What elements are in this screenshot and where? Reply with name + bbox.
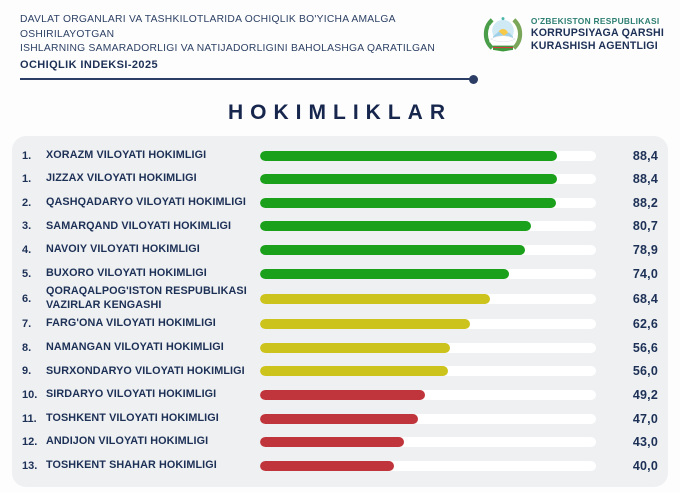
row-value: 78,9 bbox=[632, 243, 658, 257]
chart-row bbox=[22, 191, 658, 215]
row-value: 68,4 bbox=[632, 291, 658, 306]
row-label: XORAZM VILOYATI HOKIMLIGI bbox=[46, 148, 207, 161]
chart-row bbox=[22, 312, 658, 336]
row-label: NAVOIY VILOYATI HOKIMLIGI bbox=[46, 243, 200, 256]
page-title: HOKIMLIKLAR bbox=[228, 100, 452, 124]
row-rank: 2. bbox=[22, 196, 32, 209]
agency-name-line-1: KORRUPSIYAGA QARSHI bbox=[530, 26, 664, 39]
header-line-1: DAVLAT ORGANLARI VA TASHKILOTLARIDA OCHIQLIK BO'YICHA AMALGA OSHIRILAYOTGAN bbox=[20, 14, 396, 40]
row-rank: 11. bbox=[22, 412, 37, 425]
row-rank: 10. bbox=[22, 388, 38, 401]
chart-row bbox=[22, 383, 658, 407]
divider-line bbox=[20, 78, 470, 80]
row-value: 88,2 bbox=[632, 195, 658, 210]
bar-fill bbox=[260, 221, 531, 231]
bar-fill bbox=[260, 343, 450, 353]
bar-fill bbox=[260, 294, 490, 304]
header-divider bbox=[20, 75, 478, 84]
bar-track bbox=[260, 174, 596, 184]
bar-fill bbox=[260, 366, 448, 376]
row-rank: 7. bbox=[22, 318, 32, 331]
row-rank: 8. bbox=[22, 341, 32, 354]
chart-row bbox=[22, 144, 658, 168]
row-value: 56,6 bbox=[632, 340, 658, 355]
row-rank: 3. bbox=[22, 220, 32, 233]
row-label: BUXORO VILOYATI HOKIMLIGI bbox=[46, 266, 207, 279]
chart-row bbox=[22, 407, 658, 431]
row-rank: 1. bbox=[22, 149, 32, 162]
row-value: 40,0 bbox=[632, 458, 658, 473]
row-rank: 5. bbox=[22, 267, 32, 280]
row-rank: 13. bbox=[22, 459, 38, 472]
row-label: ANDIJON VILOYATI HOKIMLIGI bbox=[46, 435, 209, 448]
chart-rows bbox=[22, 144, 658, 478]
divider-dot bbox=[469, 75, 478, 84]
row-value: 74,0 bbox=[632, 266, 658, 281]
bar-fill bbox=[260, 245, 525, 255]
bar-fill bbox=[260, 414, 418, 424]
row-value: 88,4 bbox=[632, 148, 658, 163]
row-value: 88,4 bbox=[632, 172, 658, 187]
chart-row bbox=[22, 167, 658, 191]
bar-track bbox=[260, 245, 596, 255]
row-value: 47,0 bbox=[632, 411, 658, 426]
bar-track bbox=[260, 221, 596, 231]
bar-track bbox=[260, 151, 596, 161]
row-value: 49,2 bbox=[632, 387, 658, 402]
row-label: SAMARQAND VILOYATI HOKIMLIGI bbox=[46, 219, 232, 232]
row-rank: 9. bbox=[22, 365, 32, 378]
chart-row bbox=[22, 238, 658, 262]
row-rank: 1. bbox=[22, 173, 32, 186]
row-label: QORAQALPOG'ISTON RESPUBLIKASI VAZIRLAR KENGASHI bbox=[46, 285, 247, 311]
bar-track bbox=[260, 414, 596, 424]
chart-row bbox=[22, 430, 658, 454]
row-value: 43,0 bbox=[632, 435, 658, 450]
chart-row bbox=[22, 454, 658, 478]
row-rank: 4. bbox=[22, 244, 32, 256]
row-rank: 6. bbox=[22, 292, 32, 305]
bar-fill bbox=[260, 174, 557, 184]
header-text-block bbox=[20, 13, 478, 84]
chart-card bbox=[12, 136, 668, 487]
bar-fill bbox=[260, 269, 509, 279]
chart-row bbox=[22, 215, 658, 239]
bar-track bbox=[260, 198, 596, 208]
agency-name bbox=[531, 16, 664, 53]
chart-row bbox=[22, 336, 658, 360]
row-label: JIZZAX VILOYATI HOKIMLIGI bbox=[46, 172, 197, 185]
row-rank: 12. bbox=[22, 436, 38, 449]
row-label: SURXONDARYO VILOYATI HOKIMLIGI bbox=[46, 364, 245, 377]
row-label: NAMANGAN VILOYATI HOKIMLIGI bbox=[46, 341, 224, 353]
bar-fill bbox=[260, 198, 556, 208]
chart-row bbox=[22, 360, 658, 384]
row-label: SIRDARYO VILOYATI HOKIMLIGI bbox=[46, 388, 217, 401]
row-label: QASHQADARYO VILOYATI HOKIMLIGI bbox=[46, 196, 246, 209]
bar-track bbox=[260, 366, 596, 376]
bar-fill bbox=[260, 390, 425, 400]
header bbox=[0, 0, 680, 84]
chart-row bbox=[22, 285, 658, 312]
bar-track bbox=[260, 390, 596, 400]
bar-fill bbox=[260, 319, 470, 329]
header-line-2: ISHLARNING SAMARADORLIGI VA NATIJADORLIGINI BAHOLASHGA QARATILGAN bbox=[20, 43, 436, 55]
bar-track bbox=[260, 437, 596, 447]
row-label: FARG'ONA VILOYATI HOKIMLIGI bbox=[46, 317, 216, 330]
agency-block bbox=[483, 14, 664, 54]
agency-republic-label: O'ZBEKISTON RESPUBLIKASI bbox=[530, 15, 660, 26]
bar-track bbox=[260, 294, 596, 304]
chart-row bbox=[22, 262, 658, 286]
row-value: 80,7 bbox=[632, 219, 658, 234]
bar-track bbox=[260, 461, 596, 471]
row-value: 62,6 bbox=[632, 317, 658, 332]
bar-fill bbox=[260, 437, 404, 447]
row-label: TOSHKENT SHAHAR HOKIMLIGI bbox=[46, 458, 217, 471]
row-label: TOSHKENT VILOYATI HOKIMLIGI bbox=[46, 411, 219, 424]
bar-track bbox=[260, 319, 596, 329]
bar-fill bbox=[260, 461, 394, 471]
uzbekistan-emblem-logo bbox=[483, 14, 523, 54]
bar-fill bbox=[260, 151, 557, 161]
bar-track bbox=[260, 343, 596, 353]
row-value: 56,0 bbox=[632, 364, 658, 379]
agency-name-line-2: KURASHISH AGENTLIGI bbox=[530, 39, 658, 52]
header-index-title: OCHIQLIK INDEKSI-2025 bbox=[20, 58, 158, 71]
bar-track bbox=[260, 269, 596, 279]
